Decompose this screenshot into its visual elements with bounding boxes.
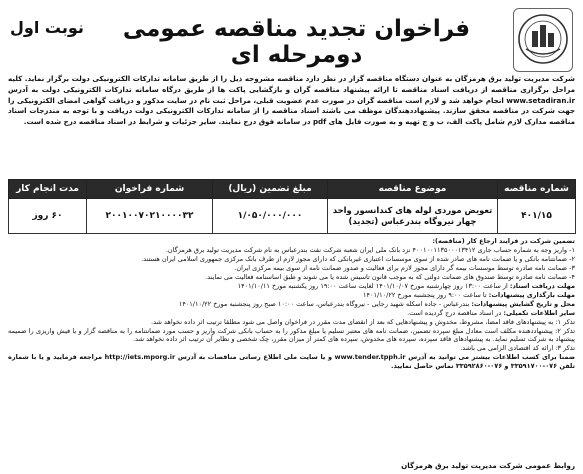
opening-line [8, 300, 575, 309]
tender-subject: تعویض موردی لوله های کندانسور واحد چهار نیروگاه بندرعباس (تجدید) [328, 199, 498, 234]
contact-info: ضمنا برای کسب اطلاعات بیشتر می توانید به آدرس www.tender.tpph.ir و یا سایت ملی اطلاع رسانی مناقصات به آدرس http://iets.mporg.ir مراجعه فرمایید و یا با شماره تلفن ۰۷۶-۳۳۵۹۱۷۰۰ و ۰۷۶-۳۳۵۹۲۸۶۰ تماس حاصل نمایید. [8, 353, 576, 371]
table-header: مبلغ تضمین (ریال) [213, 180, 328, 199]
deadline-line [8, 291, 575, 300]
table-row [9, 199, 576, 234]
company-logo-icon [513, 8, 573, 72]
note-item: تذکر ۲: پیشنهاددهنده مکلف است معادل مبلغ سپرده تضمین، ضمانت نامه های معتبر تسلیم یا مبلغ مذکور را به حساب بانکی شرکت واریز و حسب مورد ضمانتنامه را به مناقصه گزار و یا فیش واریزی را ضمیمه پیشنهاد به شرکت تسلیم نماید. به پیشنهادهای فاقد سپرده، سپرده های مخدوش، سپرده های کمتر از میزان مقرر، چک شخصی و نظایر آن ترتیب اثر داده نخواهد شد. [8, 326, 576, 344]
table-header: شماره فراخوان [87, 180, 213, 199]
work-duration: ۶۰ روز [9, 199, 87, 234]
guarantee-item: ۱- واریز وجه به شماره حساب جاری ۴۰۰۱۰۰۱۱۳۵۰۰۰۱۳۴۱۲ نزد بانک ملی ایران شعبه شرکت نفت بندرعباس به نام شرکت مدیریت تولید برق هرمزگان. [165, 245, 575, 254]
tender-number: ۴۰۱/۱۵ [498, 199, 576, 234]
opening-text: بندرعباس - جاده اسکله شهید رجایی - نیروگاه بندرعباس، ساعت ۱۰:۰۰ صبح روز پنجشنبه مورخ ۱۴۰۱/۱۰/۲۲ [178, 299, 470, 308]
receive-line [8, 282, 575, 291]
note-item: تذکر ۳: ارائه کد اقتصادی الزامی می باشد. [460, 344, 575, 353]
opening-label: محل و تاریخ گشایش پیشنهادات: [471, 299, 575, 308]
other-info-text: در اسناد مناقصه درج گردیده است. [407, 308, 502, 317]
call-number: ۲۰۰۱۰۰۷۰۲۱۰۰۰۰۳۲ [87, 199, 213, 234]
table-header-row [9, 180, 576, 199]
tender-table [8, 179, 576, 234]
notice-title: فراخوان تجدید مناقصه عمومی دومرحله ای [122, 16, 471, 68]
table-header: شماره مناقصه [498, 180, 576, 199]
note-item: تذکر ۱: به پیشنهادهای فاقد امضا، مشروط، مخدوش و پیشنهادهایی که بعد از انقضای مدت مقرر در فراخوان واصل می شود مطلقا ترتیب اثر داده نخواهد شد. [151, 317, 575, 326]
notice-header [6, 6, 577, 72]
deadline-text: تا ساعت ۹:۰۰ روز پنجشنبه مورخ ۱۴۰۱/۱۰/۲۲ [363, 290, 487, 299]
guarantee-heading: تضمین شرکت در فرایند ارجاع کار (مناقصه): [432, 237, 575, 245]
guarantee-amount: ۱/۰۵۰/۰۰۰/۰۰۰ [213, 199, 328, 234]
footer-signature: روابط عمومی شرکت مدیریت تولید برق هرمزگان [401, 461, 575, 470]
other-info-label: سایر اطلاعات تکمیلی: [503, 308, 575, 317]
receive-text: از ساعت ۱۳:۰۰ روز چهارشنبه مورخ ۱۴۰۱/۱۰/۰۷ لغایت ساعت ۱۹:۰۰ روز یکشنبه مورخ ۱۴۰۱/۱۰/۱۱ [237, 281, 508, 290]
other-info-line [8, 309, 575, 318]
guarantee-item: ۳- ضمانت نامه صادره توسط موسسات بیمه گر دارای مجوز لازم برای فعالیت و صدور ضمانت نامه از سوی بیمه مرکزی ایران. [234, 263, 575, 272]
round-label: نوبت اول [10, 18, 84, 37]
receive-label: مهلت دریافت اسناد: [509, 281, 575, 290]
guarantee-item: ۴- ضمانت نامه صادره توسط صندوق های ضمانت دولتی که به موجب قانون تاسیس شده یا می شوند و طبق اساسنامه فعالیت می نمایند. [205, 272, 575, 281]
guarantee-item: ۲- ضمانتنامه بانکی و یا ضمانت نامه های صادر شده از سوی موسسات اعتباری غیربانکی که دارای مجوز لازم از طرف بانک مرکزی جمهوری اسلامی ایران هستند. [141, 254, 575, 263]
conditions-section [8, 237, 575, 371]
intro-paragraph: شرکت مدیریت تولید برق هرمزگان به عنوان دستگاه مناقصه گزار در نظر دارد مناقصه مشروحه ذیل را از طریق سامانه تدارکات الکترونیکی دولت برگزار نماید. کلیه مراحل برگزاری مناقصه از دریافت اسناد مناقصه تا ارائه پیشنهاد مناقصه گران و بازگشایی پاکت ها از طریق درگاه سامانه تدارکات الکترونیکی دولت به آدرس www.setadiran.ir انجام خواهد شد و لازم است مناقصه گران در صورت عدم عضویت قبلی، مراحل ثبت نام در سایت مذکور و دریافت گواهی امضای الکترونیکی را جهت شرکت در مناقصه محقق سازند. پیشنهاددهندگان موظف می باشند اسناد مناقصه را از سامانه تدارکات الکترونیکی دولت دریافت و با توجه به مندرجات اسناد مناقصه مدارک لازم شامل پاکت الف، ب و ج تهیه و به صورت فایل های pdf در سامانه فوق درج نمایند. سایر جزئیات و شرایط در اسناد مناقصه درج شده است. [8, 74, 575, 127]
table-header: مدت انجام کار [9, 180, 87, 199]
table-header: موضوع مناقصه [328, 180, 498, 199]
deadline-label: مهلت بارگذاری پیشنهادات: [488, 290, 575, 299]
